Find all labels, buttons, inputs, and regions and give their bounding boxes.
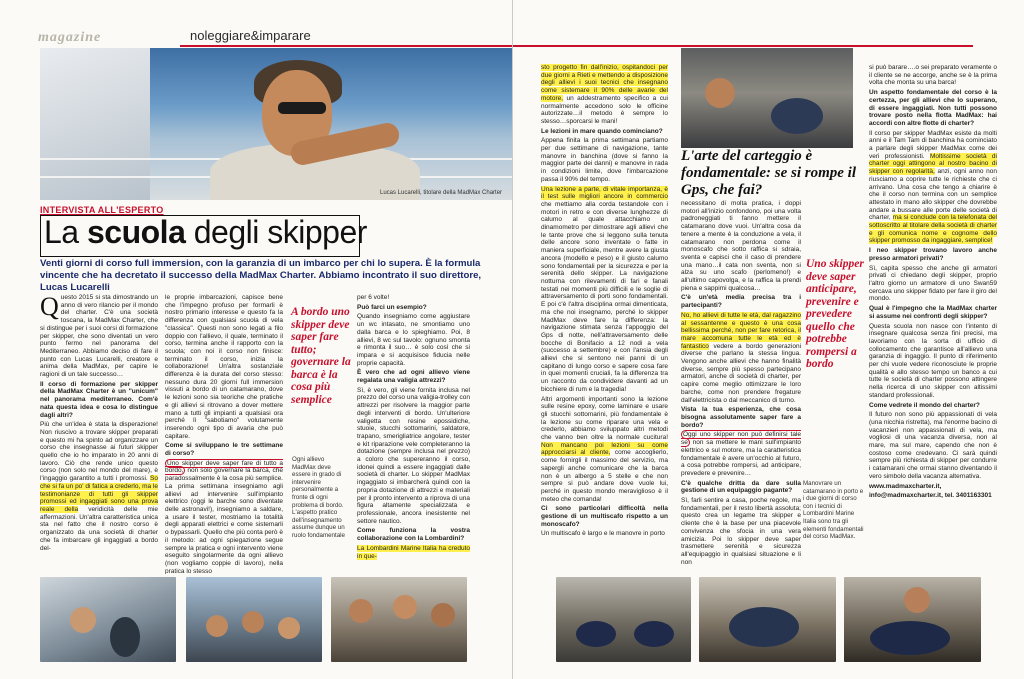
person-shape (393, 595, 417, 619)
question: C'è qualche dritta da dare sulla gestione di un equipaggio pagante? (681, 479, 801, 495)
website-link[interactable]: www.madmaxcharter.it, (869, 482, 942, 490)
deck: Venti giorni di corso full immersion, con la garanzia di un imbarco per chi lo supera. È la formula vincente che ha decretato il successo della MadMax Charter. Abbiamo incontrato il suo direttore, Lucas Lucarelli (40, 258, 482, 293)
answer (40, 421, 158, 552)
answer-text: anzi, ogni anno non riusciamo a coprire tutte le richieste che ci arrivano. Una cosa che tengo a chiarire è che il corso non termina con un semplice attestato in mano allo skipper che dovrebbe andare a bussare alle porte delle società di charter, (869, 168, 997, 222)
question: Ci sono particolari difficoltà nella gestione di un multiscafo rispetto a un monoscafo? (541, 505, 668, 528)
article-title (44, 214, 367, 251)
title-bold: scuola (86, 214, 186, 250)
answer: si può barare….o sei preparato veramente o il cliente se ne accorge, anche se è la prima volta che monta su una barca! (869, 64, 997, 87)
answer (541, 186, 668, 394)
column-3 (357, 294, 470, 574)
photo-group-on-boat (186, 577, 322, 662)
question: Un aspetto fondamentale del corso è la certezza, per gli allievi che lo superano, di essere ingaggiati. Non tutti possono trovare posto nella flotta MadMax: hai accordi con altre flotte di charter? (869, 89, 997, 127)
side-caption: Ogni allievo MadMax deve essere in grado di intervenire personalmente a fronte di ogni problema di bordo. L'aspetto pratico dell'insegnamento assume dunque un ruolo fondamentale (292, 456, 345, 539)
answer (165, 460, 283, 574)
subheadline: L'arte del carteggio è fondamentale: se si rompe il Gps, che fai? (681, 148, 856, 198)
highlight: No, ho allievi di tutte le età, dal ragazzino al sessantenne e questo è una cosa bellissima perché, non per fare retorica, il mare accomuna tutte le età ed è fantastico (681, 311, 801, 350)
paragraph: le proprie imbarcazioni, capisce bene che l'impegno profuso per formarli è nostro primario interesse e questo fa la differenza con qualsiasi scuola di vela "classica". Questi non sono legati a filo doppio con l'allievo, il quale, terminato il corso, termina anche il rapporto con la scuola; con noi il corso non finisce: terminato il corso, inizia la collaborazione! Un'altra sostanziale differenza è la durata del corso stesso: nessuno dura 20 giorni full immersion vissuti a bordo di un catamarano, dove le lezioni sono sia teoriche che pratiche e gli allievi si ritrovano a dover mettere mano a tutti gli impianti a qualsiasi ora perché lì "sabotiamo" volutamente inserendo ogni tipo di avaria che può capitare. (165, 294, 283, 440)
photo-engine-bench (699, 577, 836, 662)
answer: Un multiscafo è largo e le manovre in porto (541, 530, 665, 538)
question: Le lezioni in mare quando cominciano? (541, 127, 663, 135)
answer-text: Più che un'idea è stata la disperazione! Non riuscivo a trovare skipper preparati e questo mi ha spinto ad organizzare un corso che insegnasse ai futuri skipper quello che io ho imparato in 20 anni di lavoro. Ciò che rende unico questo corso (non solo nel mondo del mare), è l'ingaggio garantito a tutti i promossi. (40, 421, 158, 483)
answer-text: Altri argomenti importanti sono la lezione sulle resine epoxy, come laminare e usare gli stucchi sottomarini, più fondamentale è la lezione su come riparare una vela e crederlo, abbiamo sviluppato altri metodi che vanno ben oltre la normale cucitura! (541, 395, 668, 442)
highlight: sto progetto fin dall'inizio, ospitandoci per due giorni a Rieti e mettendo a disposizione degli allievi i suoi tecnici che insegnano come sistemare il 90% delle avarie del motore, (541, 64, 668, 102)
highlight: La Lombardini Marine Italia ha creduto in que- (357, 544, 470, 560)
highlight: Moltissime società di charter oggi attingono al nostro bacino di skipper con regolarità, (869, 152, 997, 176)
right-page (512, 0, 1024, 679)
question: È vero che ad ogni allievo viene regalata una valigia attrezzi? (357, 369, 470, 385)
circled-text: Uno skipper deve saper fare di tutto a bordo, (165, 459, 283, 475)
answer: Questa scuola non nasce con l'intento di insegnare qualcosa senza fini precisi, ma lavoriamo con la sorta di ufficio di collocamento che garantisce all'allievo una garanzia di ingaggio. Il punto di riferimento per chi vuole vedere riconosciute le proprie qualità e allo stesso tempo un banco a cui tutte le società di charter possono attingere nella ricerca di uno skipper con altissimi standard professionali. (869, 322, 997, 399)
answer-text: non solo governare la barca, che paradossalmente è la cosa più semplice. La prima settimana insegniamo agli allievi ad intervenire sull'impianto elettrico (oggi le barche sono diventate delle astronavi!), insegniamo a saldare, a usare il tester, mostriamo la totalità degli apparati elettrici e come sistemarli o bypassarli. Quello che più conta però è il metodo: ad ogni spiegazione segue sempre la pratica e ogni intervento viene eseguito singolarmente da ogni allievo (non vogliamo coppie di lavoro), nella pratica lo stesso (165, 467, 283, 574)
right-column-3 (869, 64, 997, 574)
answer (357, 545, 470, 560)
answer-text: che mettiamo alla corda testandole con i motori in retro e con diverse lunghezze di calumo al quale attacchiamo un dinamometro per dimostrare agli allievi che le tante prove che si leggono sulla tenuta delle ancore sono inventate o fatte in maniera superficiale, mentre avere la giusta ancora (modello e peso) e il giusto calumo sono fondamentali per la sicurezza e per la serenità dello skipper. La navigazione notturna con rilevamenti di fari e fanali testati nei momenti più difficili e le soglie di attraversamento di porti sono fondamentali. E poi c'è l'altra disciplina ormai dimenticata, ma che noi insegnamo, perché lo skipper MadMax deve fare la differenza: la navigazione stimata senza l'appoggio del Gps di notte, nell'attraversamento delle bocche di Bonifacio a 12 nodi a vela (successo a settembre) e con l'ansia degli allievi che si sentono nei panni di un capitano di lungo corso e sapere cosa fare in quei momenti cruciali, fa la differenza tra un racconto da condividere davanti ad un bicchiere di rum e la tragedia! (541, 200, 668, 393)
answer (541, 396, 668, 504)
answer-text: veridicità delle mie affermazioni. Un'altra caratteristica unica sta nel fatto che il nostro corso è organizzato da una società di charter che fa imbarcare gli ingaggiati a bordo del- (40, 505, 158, 552)
question: Come funziona la vostra collaborazione con la Lombardini? (357, 527, 470, 543)
drop-cap: Q (40, 294, 59, 321)
person-shape (278, 617, 300, 639)
magazine-label: magazine (38, 30, 102, 45)
answer-text: come accoglierlo, come fornirgli il massimo del servizio, ma sapergli anche comunicare che la barca non è un albergo a 5 stelle e che non sempre si può andare dove vuole lui, perché in questo mondo meraviglioso è il meteo che comanda! (541, 449, 668, 503)
person-shape (705, 78, 735, 108)
highlight: Non mancano poi lezioni su come approcciarsi al cliente, (541, 441, 668, 457)
person-shape (70, 607, 96, 633)
paragraph: per 6 volte! (357, 294, 390, 301)
person-shape (206, 615, 228, 637)
question: Qual è l'impegno che la MadMax charter si assume nei confronti degli skipper? (869, 305, 997, 320)
question: I neo skipper trovano lavoro anche presso armatori privati? (869, 247, 997, 262)
contact-info[interactable]: info@madmaxcharter.it, tel. 3401163301 (869, 492, 992, 500)
answer: Quando insegniamo come aggiustare un wc intasato, ne smontiamo uno dalla barca e lo spieghiamo. Poi, 8 allievi, 8 wc sul tavolo: ognuno smonta e rimonta il suo… è solo così che si impara e si acquisisce fiducia nelle proprie capacità. (357, 313, 470, 367)
question: Come si sviluppano le tre settimane di corso? (165, 442, 283, 458)
person-shape (431, 603, 455, 627)
highlight: Una lezione a parte, di vitale importanza, è il test sulle migliori ancore in commercio (541, 185, 668, 201)
person-shape (242, 611, 264, 633)
photo-workshop-engines (556, 577, 691, 662)
photo-classroom (331, 577, 467, 662)
header-rule (180, 45, 512, 47)
right-column-2 (681, 200, 801, 575)
hero-photo (40, 48, 512, 200)
answer-text: un addestramento specifico a cui normalmente accedono solo le officine autorizzate…il metodo è sempre lo stesso…sporcarsi le mani! (541, 94, 668, 125)
answer: necessitano di molta pratica, i doppi motori all'inizio confondono, poi una volta padroneggiati ti fanno mettere il catamarano dove vuoi. Un'altra cosa da tenere a mente è la conduzione a vela, il catamarano non perdona come il monoscafo che sotto raffica si sdraia, sventa e capisci che il caso di prendere una mano…il cata non sventa, non si alza su uno scafo (perlomeno!) e all'ultimo capovolga, e la raffica la prendi piena e sappimi qualcosa… (681, 200, 801, 292)
answer: Appena finita la prima settimana partiamo per due settimane di navigazione, tante manovre in banchina (dove si fanno la maggior parte dei danni) e manovre in rada in condizioni limite, dove l'imbarcazione passa il 90% del tempo. (541, 137, 668, 183)
title-part1: La (44, 214, 87, 250)
person-shape (904, 587, 930, 613)
question: Vista la tua esperienza, che cosa bisogna assolutamente saper fare a bordo? (681, 406, 801, 429)
answer (681, 312, 801, 404)
kicker: INTERVISTA ALL'ESPERTO (40, 205, 164, 215)
highlight: So che si fa un po' di fatica a crederlo, ma le testimonianze di tutti gli skipper promossi ed ingaggiati sono una prova reale della (40, 475, 158, 513)
answer-text: non sa mettere le mani sull'impianto elettrico e sul motore, ma la caratteristica fondamentale è avere un'occhio al futuro, a cosa potrebbe rompersi, ad anticipare, prevedere e prevenire… (681, 439, 801, 477)
answer: Sì, farli sentire a casa, poche regole, ma fondamentali, per il resto libertà assoluta; questo crea un legame tra skipper e cliente che è la base per una piacevole convivenza che sfocia in una vera amicizia. Poi lo skipper deve saper trasmettere serenità e sicurezza all'equipaggio in qualsiasi situazione e li non (681, 497, 801, 566)
pull-quote: Uno skipper deve saper anticipare, prevenire e prevedere quello che potrebbe rompersi a bordo (806, 258, 864, 370)
photo-mechanic (844, 577, 981, 662)
answer-text: Il corso per skipper MadMax esiste da molti anni e il Tam Tam di banchina ha cominciato a parlare degli skipper MadMax come dei veri professionisti. (869, 129, 997, 160)
person-shape (349, 599, 373, 623)
column-1 (40, 294, 158, 574)
highlight: ma si conclude con la telefonata del sottoscritto al titolare della società di charter e gli comunica nome e cognome dello skipper promosso da ingaggiare, semplice! (869, 214, 997, 245)
engine-shape (634, 621, 674, 647)
photo-engine-lesson (681, 48, 853, 148)
engine-shape (870, 621, 950, 655)
answer (541, 64, 668, 126)
answer: Il futuro non sono più appassionati di vela (una nicchia ristretta), ma l'enorme bacino di vacanzieri non appassionati di vela, ma vogliosi di una vacanza diversa, non al mare, ma sul mare, capendo che non è costoso come credevano. Ci sarà quindi sempre più richiesta di skipper per condurre i catamarani che ormai stanno diventando il vero simbolo della vacanza alternativa. (869, 411, 997, 480)
right-column-1 (541, 64, 668, 574)
engine-shape (729, 607, 799, 647)
section-title: noleggiare&imparare (190, 28, 311, 43)
question: Il corso di formazione per skipper della MadMax Charter è un "unicum" nel panorama mediterraneo. Com'è nata questa idea e cosa lo distingue dagli altri? (40, 380, 158, 419)
engine-shape (771, 98, 823, 134)
engine-shape (576, 621, 616, 647)
question: Può farci un esempio? (357, 303, 427, 311)
answer (681, 431, 801, 477)
header-rule (513, 45, 973, 47)
answer (869, 130, 997, 246)
answer-text: vedere a bordo generazioni diverse che parlano la stessa lingua. Vengono anche allievi che hanno finalità diverse, sempre più spesso partecipano armatori, anche di società di charter, per capire come meglio ottimizzare le loro barche, come non prendere fregature dall'elettricista o dal meccanico di turno. (681, 342, 801, 404)
answer: Sì, è vero, gli viene fornita inclusa nel prezzo del corso una valigia-trolley con attrezzi per risolvere la maggior parte degli interventi di bordo. Un'ulteriore valigetta con resine epossidiche, stuoie, stucchi sottomarini, saldatore, trapano, smerigliatrice angolare, tester e kit riparazione vele completeranno la dotazione (sempre inclusa nel prezzo) a coloro che supereranno il corso, idonei quindi a essere ingaggiati dalle società di charter. Lo skipper MadMax ingaggiato si imbarcherà quindi con la propria dotazione di attrezzi e materiali per il pronto intervento a riprova di una figura altamente specializzata e professionale, ancora inesistente nel settore nautico. (357, 386, 470, 525)
sunglasses (278, 102, 326, 114)
answer: Sì, capita spesso che anche gli armatori privati ci chiedano degli skipper, proprio l'altro giorno un armatore di uno Swan59 cercava uno skipper fidato per fare il giro del mondo. (869, 264, 997, 303)
side-caption: Manovrare un catamarano in porto e i due giorni di corso con i tecnici di Lombardini Marine Italia sono tra gli elementi fondamentali del corso MadMax. (803, 480, 864, 541)
pull-quote: A bordo uno skipper deve saper fare tutto; governare la barca è la cosa più semplice (291, 306, 351, 406)
question: C'è un'età media precisa tra i partecipanti? (681, 294, 801, 310)
photo-deck-crew (40, 577, 176, 662)
intro-paragraph: uesto 2015 si sta dimostrando un anno di vero rilancio per il mondo del charter. C'è una società toscana, la MadMax Charter, che si distingue per i suoi corsi di formazione per skipper, che sono diventati un vero punto fermo nel panorama del Mediterraneo. Abbiamo deciso di fare il punto con Lucas Lucarelli, creatore e anima della MadMax, per capire le ragioni di un tale successo… (40, 294, 158, 379)
title-part2: degli skipper (185, 214, 367, 250)
question: Come vedrete il mondo del charter? (869, 401, 980, 409)
column-2 (165, 294, 283, 574)
hero-caption: Lucas Lucarelli, titolare della MadMax Charter (380, 190, 503, 196)
person-shape (110, 617, 140, 657)
circled-text: Oggi uno skipper non può definirsi tale se (681, 431, 801, 447)
